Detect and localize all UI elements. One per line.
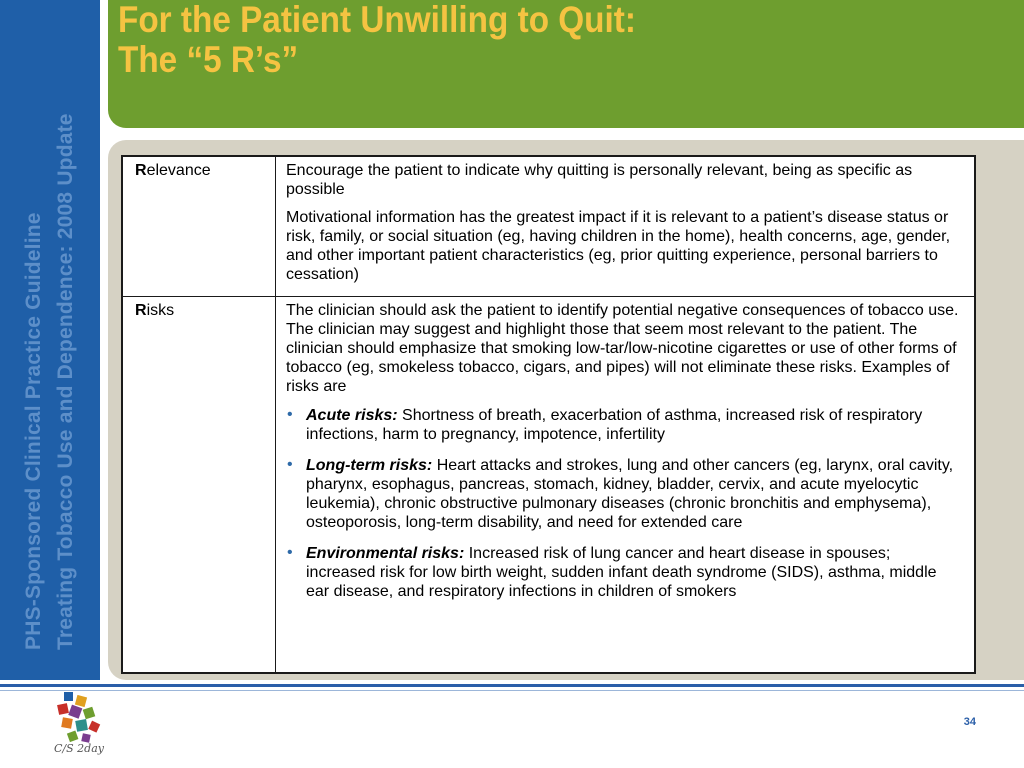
table-row-relevance — [123, 157, 975, 297]
bullet-icon: • — [287, 456, 293, 473]
item-label: Environmental risks: — [306, 545, 465, 562]
risks-list — [286, 406, 964, 601]
item-label: Long-term risks: — [306, 457, 433, 474]
sidebar-line-1: PHS-Sponsored Clinical Practice Guideline — [22, 212, 45, 650]
description-cell-relevance — [276, 157, 975, 297]
footer-rule-thin — [0, 690, 1024, 691]
description-cell-risks — [276, 297, 975, 673]
bullet-icon: • — [287, 406, 293, 423]
sidebar-band — [0, 0, 100, 680]
item-label: Acute risks: — [306, 407, 398, 424]
term-cell-relevance — [123, 157, 276, 297]
list-item-acute-risks — [286, 406, 964, 444]
risks-intro: The clinician should ask the patient to identify potential negative consequences of tobacco use. The clinician may suggest and highlight those that seem most relevant to the patient. The clinician should emphasize that smoking low-tar/low-nicotine cigarettes or use of other forms of tobacco (eg, smokeless tobacco, cigars, and pipes) will not eliminate these risks. Examples of risks are — [286, 302, 959, 395]
sidebar-line-2: Treating Tobacco Use and Dependence: 2008 Update — [54, 113, 77, 650]
five-rs-table — [121, 155, 976, 674]
item-text: Heart attacks and strokes, lung and other cancers (eg, larynx, oral cavity, pharynx, esophagus, pancreas, stomach, kidney, bladder, cervix, and acute myelocytic leukemia), chronic obstructive pulmonary diseases (chronic bronchitis and emphysema), osteoporosis, long-term disability, and need for extended care — [306, 457, 954, 531]
sidebar-text — [0, 20, 100, 660]
page-number: 34 — [963, 716, 976, 728]
logo-text: C/S 2day — [54, 742, 104, 755]
term-initial: R — [135, 302, 147, 319]
relevance-paragraph-1: Encourage the patient to indicate why quitting is personally relevant, being as specific as possible — [286, 162, 913, 198]
title-line-2: The “5 R’s” — [118, 39, 299, 80]
term-rest: elevance — [146, 162, 211, 179]
term-cell-risks — [123, 297, 276, 673]
list-item-environmental-risks — [286, 544, 964, 601]
footer-rule — [0, 684, 1024, 687]
relevance-paragraph-2: Motivational information has the greatest impact if it is relevant to a patient’s disease status or risk, family, or social situation (eg, having children in the home), health concerns, age, gender, and other important patient characteristics (eg, prior quitting experience, personal barriers to cessation) — [286, 209, 951, 283]
term-rest: isks — [146, 302, 175, 319]
item-text: Increased risk of lung cancer and heart disease in spouses; increased risk for low birth weight, sudden infant death syndrome (SIDS), asthma, middle ear disease, and respiratory infections in children of smokers — [306, 545, 937, 600]
list-item-long-term-risks — [286, 456, 964, 532]
bullet-icon: • — [287, 544, 293, 561]
title-line-1: For the Patient Unwilling to Quit: — [118, 0, 636, 40]
table-row-risks — [123, 297, 975, 673]
title-bar — [108, 0, 1024, 128]
item-text: Shortness of breath, exacerbation of asthma, increased risk of respiratory infections, harm to pregnancy, impotence, infertility — [306, 407, 923, 443]
term-initial: R — [135, 162, 147, 179]
slide-title — [118, 0, 636, 80]
